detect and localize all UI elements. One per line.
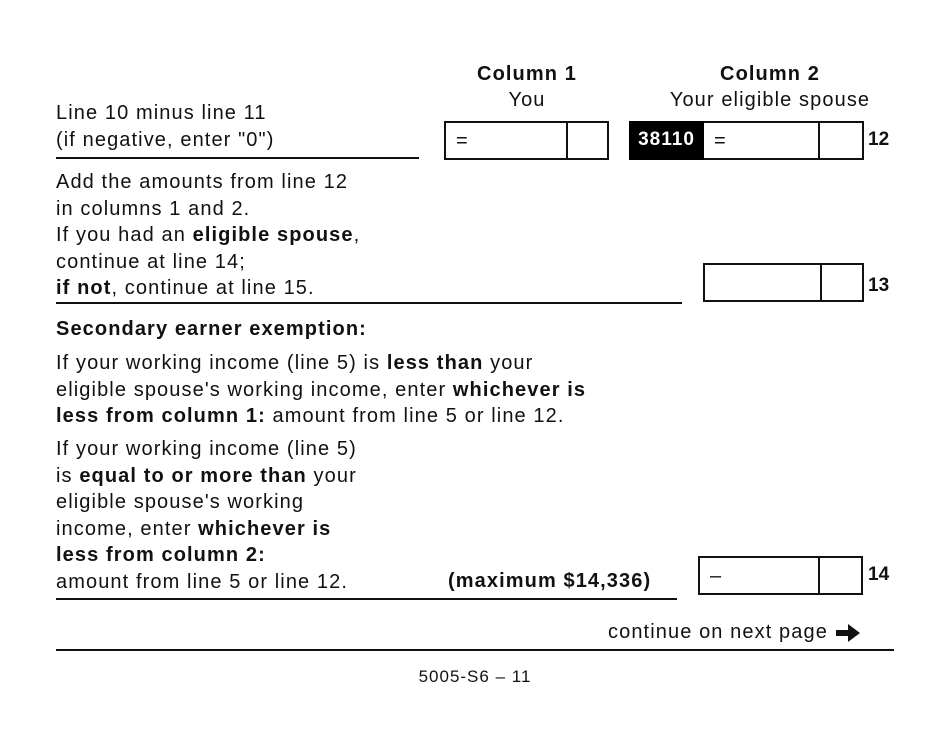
paragraph-1-line-2: eligible spouse's working income, enter whichever is: [56, 378, 587, 401]
column-1-subheading: You: [508, 89, 546, 111]
cents-separator: [820, 265, 822, 300]
line-12-rule: [56, 157, 419, 159]
line-12-text-line-2: (if negative, enter "0"): [56, 128, 275, 151]
section-heading: Secondary earner exemption:: [56, 318, 367, 340]
secondary-paragraph-2: [56, 436, 357, 595]
arrow-right-icon: [835, 622, 861, 644]
minus-sign: –: [710, 565, 722, 587]
line-12-text: [56, 100, 274, 153]
line-13-text-line-5: if not, continue at line 15.: [56, 277, 315, 299]
line-13-text: [56, 169, 360, 302]
cents-separator: [566, 123, 568, 158]
line-12-text-line-1: Line 10 minus line 11: [56, 102, 267, 124]
line-code-badge: 38110: [629, 121, 704, 160]
footer-rule: [56, 649, 894, 651]
line-13-rule: [56, 302, 682, 304]
paragraph-1-line-3: less from column 1: amount from line 5 or line 12.: [56, 405, 565, 427]
line-13-text-line-2: in columns 1 and 2.: [56, 197, 251, 220]
line-number-13: 13: [868, 275, 890, 296]
line-14-rule: [56, 598, 677, 600]
paragraph-2-line-2: is equal to or more than your: [56, 464, 357, 487]
secondary-paragraph-1: [56, 350, 586, 430]
paragraph-2-line-3: eligible spouse's working: [56, 491, 305, 513]
paragraph-2-line-5: less from column 2:: [56, 544, 266, 566]
paragraph-2-line-6: amount from line 5 or line 12.: [56, 570, 349, 593]
paragraph-2-line-1: If your working income (line 5): [56, 438, 357, 460]
line-13-text-line-1: Add the amounts from line 12: [56, 171, 349, 193]
column-1-heading: Column 1: [477, 63, 577, 85]
cents-separator: [818, 558, 820, 593]
cents-separator: [818, 123, 820, 158]
equals-sign: =: [714, 130, 726, 152]
line-number-12: 12: [868, 129, 890, 150]
continue-next-page: continue on next page: [608, 619, 861, 646]
paragraph-1-line-1: If your working income (line 5) is less than your: [56, 352, 534, 374]
line-13-text-line-3: If you had an eligible spouse,: [56, 224, 361, 246]
line-12-col2-field[interactable]: [704, 121, 864, 160]
line-number-14: 14: [868, 564, 890, 585]
maximum-note: (maximum $14,336): [448, 570, 652, 592]
equals-sign: =: [456, 130, 468, 152]
paragraph-2-line-4: income, enter whichever is: [56, 517, 332, 540]
page-identifier: 5005-S6 – 11: [418, 667, 532, 686]
column-2-heading: Column 2: [720, 63, 820, 85]
line-13-text-line-4: continue at line 14;: [56, 250, 246, 273]
line-14-field[interactable]: [698, 556, 863, 595]
line-12-col1-field[interactable]: [444, 121, 609, 160]
column-2-subheading: Your eligible spouse: [669, 89, 871, 111]
line-13-field[interactable]: [703, 263, 864, 302]
